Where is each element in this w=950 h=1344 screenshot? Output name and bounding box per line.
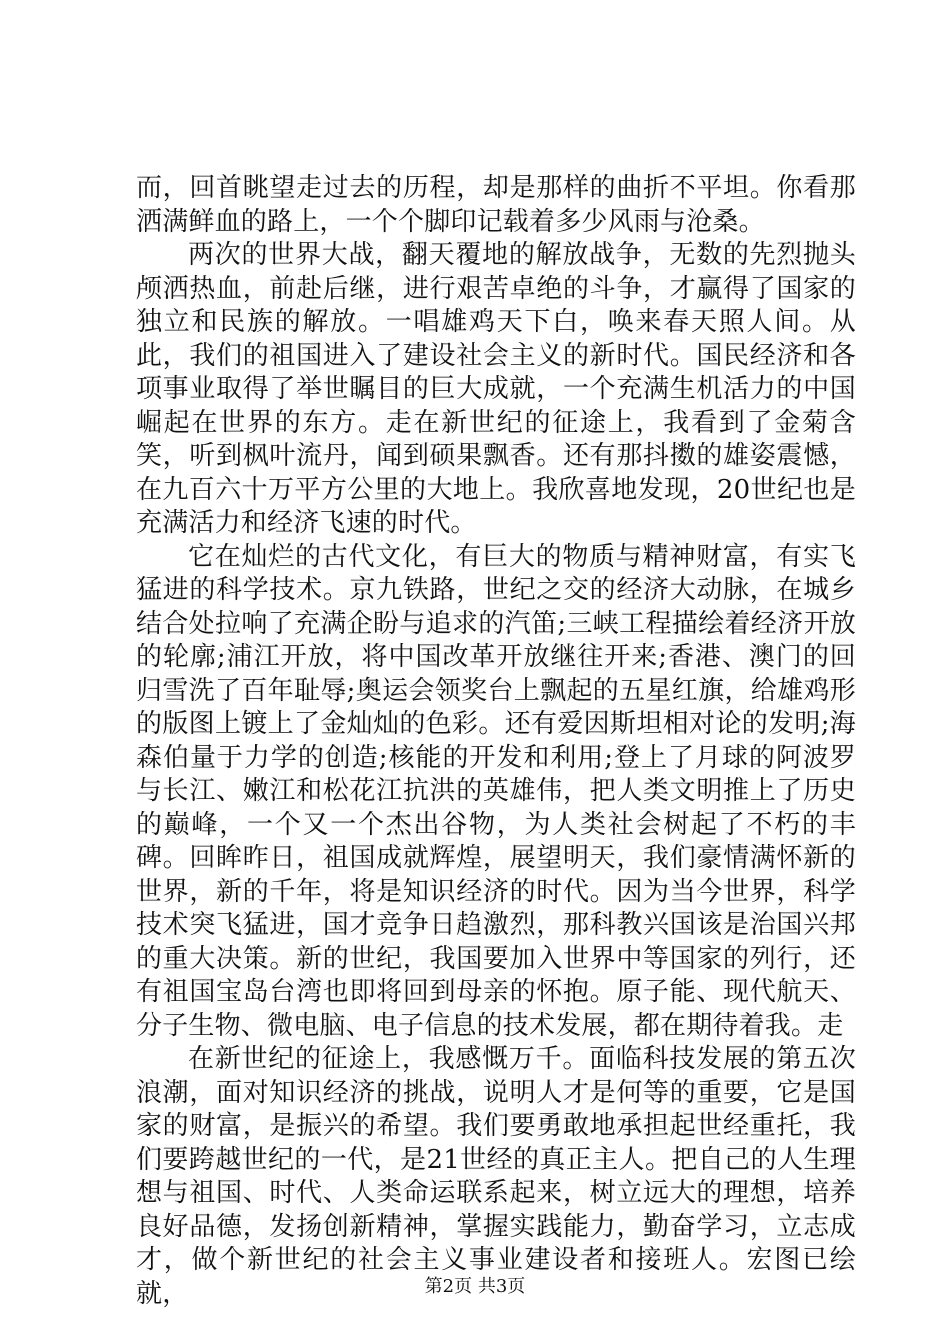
- document-body: [136, 172, 856, 1311]
- paragraph-1: 而，回首眺望走过去的历程，却是那样的曲折不平坦。你看那洒满鲜血的路上，一个个脚印记载着多少风雨与沧桑。: [136, 173, 856, 237]
- paragraph-4: 在新世纪的征途上，我感慨万千。面临科技发展的第五次浪潮，面对知识经济的挑战，说明人才是何等的重要，它是国家的财富，是振兴的希望。我们要勇敢地承担起世经重托，我们要跨越世纪的一代，是21世经的真正主人。把自己的人生理想与祖国、时代、人类命运联系起来，树立远大的理想，培养良好品德，发扬创新精神，掌握实践能力，勤奋学习，立志成才，做个新世纪的社会主义事业建设者和接班人。宏图已绘就，: [136, 1044, 856, 1309]
- paragraph-2: 两次的世界大战，翻天覆地的解放战争，无数的先烈抛头颅洒热血，前赴后继，进行艰苦卓绝的斗争，才赢得了国家的独立和民族的解放。一唱雄鸡天下白，唤来春天照人间。从此，我们的祖国进入了建设社会主义的新时代。国民经济和各项事业取得了举世瞩目的巨大成就，一个充满生机活力的中国崛起在世界的东方。走在新世纪的征途上，我看到了金菊含笑，听到枫叶流丹，闻到硕果飘香。还有那抖擞的雄姿震憾，在九百六十万平方公里的大地上。我欣喜地发现，20世纪也是充满活力和经济飞速的时代。: [136, 240, 856, 538]
- paragraph-3: 它在灿烂的古代文化，有巨大的物质与精神财富，有实飞猛进的科学技术。京九铁路，世纪之交的经济大动脉，在城乡结合处拉响了充满企盼与追求的汽笛;三峡工程描绘着经济开放的轮廓;浦江开放，将中国改革开放继往开来;香港、澳门的回归雪洗了百年耻辱;奥运会领奖台上飘起的五星红旗，给雄鸡形的版图上镀上了金灿灿的色彩。还有爱因斯坦相对论的发明;海森伯量于力学的创造;核能的开发和利用;登上了月球的阿波罗与长江、嫩江和松花江抗洪的英雄伟，把人类文明推上了历史的巅峰，一个又一个杰出谷物，为人类社会树起了不朽的丰碑。回眸昨日，祖国成就辉煌，展望明天，我们豪情满怀新的世界，新的千年，将是知识经济的时代。因为当今世界，科学技术突飞猛进，国才竞争日趋激烈，那科教兴国该是治国兴邦的重大决策。新的世纪，我国要加入世界中等国家的列行，还有祖国宝岛台湾也即将回到母亲的怀抱。原子能、现代航天、分子生物、微电脑、电子信息的技术发展，都在期待着我。走: [136, 541, 856, 1041]
- page-number-footer: 第2页 共3页: [424, 1276, 526, 1297]
